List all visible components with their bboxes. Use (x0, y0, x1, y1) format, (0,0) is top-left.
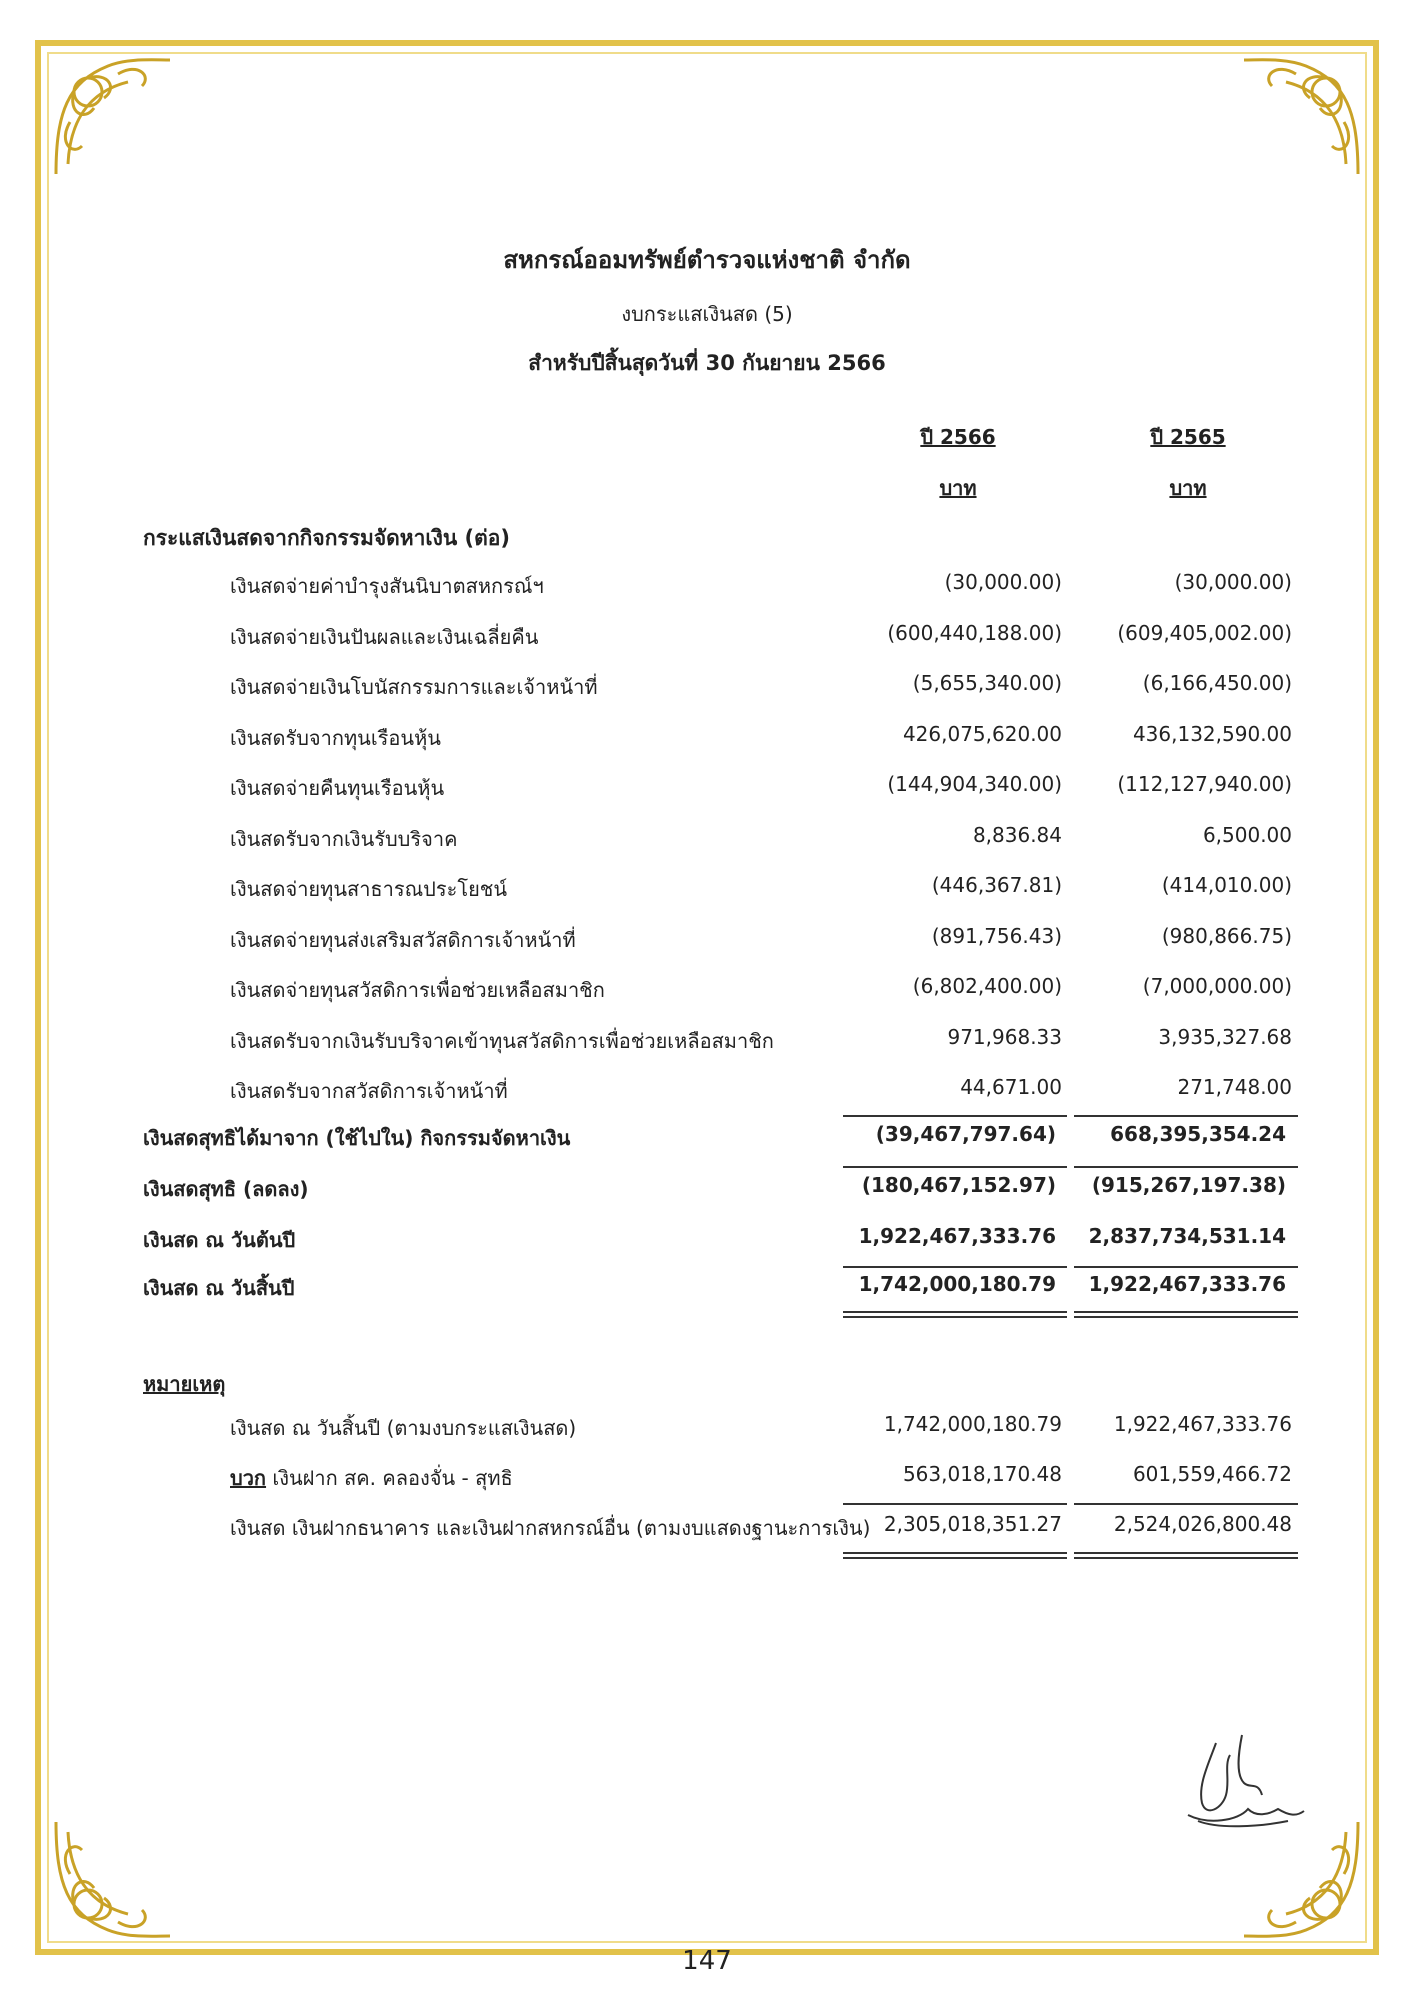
note-title: หมายเหตุ (143, 1372, 226, 1396)
subtotal-line (843, 1115, 1067, 1117)
total-row (0, 1224, 1414, 1264)
value-2566: (39,467,797.64) (875, 1122, 1056, 1146)
table-row (0, 1025, 1414, 1065)
value-2566: (180,467,152.97) (861, 1173, 1056, 1197)
value-2566: (891,756.43) (931, 923, 1062, 948)
corner-ornament-icon (1236, 52, 1366, 182)
table-row (0, 671, 1414, 711)
double-underline (843, 1557, 1067, 1559)
row-label: เงินสดรับจากทุนเรือนหุ้น (230, 725, 441, 750)
organization-title: สหกรณ์ออมทรัพย์ตำรวจแห่งชาติ จำกัด (503, 246, 911, 274)
value-2565: (7,000,000.00) (1142, 974, 1292, 998)
period-title: สำหรับปีสิ้นสุดวันที่ 30 กันยายน 2566 (528, 351, 886, 375)
double-underline (843, 1552, 1067, 1554)
value-2566: 1,742,000,180.79 (858, 1272, 1056, 1296)
row-label: เงินสดรับจากสวัสดิการเจ้าหน้าที่ (230, 1079, 508, 1103)
table-row (0, 621, 1414, 661)
value-2566: 2,305,018,351.27 (883, 1512, 1062, 1536)
total-row (0, 1122, 1414, 1162)
value-2565: 1,922,467,333.76 (1088, 1272, 1286, 1296)
table-row (0, 570, 1414, 610)
value-2565: 271,748.00 (1177, 1075, 1292, 1099)
note-row (0, 1512, 1414, 1552)
corner-ornament-icon (48, 52, 178, 182)
value-2565: (609,405,002.00) (1117, 620, 1292, 645)
value-2565: 601,559,466.72 (1132, 1462, 1292, 1486)
row-label: เงินสด เงินฝากธนาคาร และเงินฝากสหกรณ์อื่น (ตามงบแสดงฐานะการเงิน) (230, 1516, 871, 1540)
value-2566: (600,440,188.00) (887, 620, 1062, 645)
value-2565: (915,267,197.38) (1091, 1173, 1286, 1197)
row-label: เงินสดรับจากเงินรับบริจาคเข้าทุนสวัสดิการเพื่อช่วยเหลือสมาชิก (230, 1028, 774, 1053)
value-2566: (144,904,340.00) (887, 772, 1062, 796)
row-label: เงินสดสุทธิ (ลดลง) (143, 1177, 309, 1201)
value-2565: 6,500.00 (1202, 822, 1292, 847)
value-2565: 668,395,354.24 (1110, 1122, 1286, 1146)
table-row (0, 974, 1414, 1014)
row-label: เงินสดจ่ายคืนทุนเรือนหุ้น (230, 776, 445, 800)
note-row (0, 1462, 1414, 1502)
table-row (0, 873, 1414, 913)
value-2566: (30,000.00) (944, 570, 1062, 594)
value-2565: 2,837,734,531.14 (1088, 1224, 1286, 1248)
value-2566: (446,367.81) (931, 873, 1062, 897)
value-2565: (30,000.00) (1174, 570, 1292, 594)
value-2565: (414,010.00) (1161, 873, 1292, 897)
column-year-2566: ปี 2566 (920, 425, 996, 449)
double-underline (1074, 1552, 1298, 1554)
value-2565: 436,132,590.00 (1132, 721, 1292, 746)
row-prefix: บวก (230, 1466, 267, 1490)
value-2566: 1,922,467,333.76 (858, 1224, 1056, 1248)
value-2566: 1,742,000,180.79 (883, 1412, 1062, 1436)
value-2565: (980,866.75) (1161, 923, 1292, 948)
value-2566: 563,018,170.48 (902, 1462, 1062, 1486)
row-label-text: เงินฝาก สค. คลองจั่น - สุทธิ (266, 1466, 513, 1490)
signature-icon (1178, 1725, 1318, 1835)
row-label: เงินสดจ่ายทุนสวัสดิการเพื่อช่วยเหลือสมาชิก (230, 978, 605, 1002)
double-underline (1074, 1316, 1298, 1318)
value-2566: 44,671.00 (960, 1075, 1062, 1099)
table-row (0, 722, 1414, 762)
subtotal-line (1074, 1266, 1298, 1268)
table-row (0, 924, 1414, 964)
subtotal-line (843, 1266, 1067, 1268)
statement-title: งบกระแสเงินสด (5) (621, 302, 793, 326)
value-2565: 2,524,026,800.48 (1113, 1512, 1292, 1536)
double-underline (843, 1316, 1067, 1318)
subtotal-line (843, 1503, 1067, 1505)
value-2566: 426,075,620.00 (902, 721, 1062, 746)
table-row (0, 1075, 1414, 1115)
value-2565: (6,166,450.00) (1142, 671, 1292, 695)
value-2566: 971,968.33 (947, 1024, 1062, 1049)
table-row (0, 823, 1414, 863)
column-unit-2565: บาท (1169, 476, 1207, 500)
double-underline (1074, 1311, 1298, 1313)
row-label (230, 1462, 513, 1494)
row-label: เงินสด ณ วันต้นปี (143, 1228, 296, 1252)
row-label: เงินสดจ่ายเงินปันผลและเงินเฉลี่ยคืน (230, 624, 539, 649)
page-number: 147 (682, 1946, 732, 1976)
value-2566: (6,802,400.00) (912, 974, 1062, 998)
subtotal-line (1074, 1166, 1298, 1168)
value-2566: 8,836.84 (972, 822, 1062, 847)
column-unit-2566: บาท (939, 476, 977, 500)
value-2565: 3,935,327.68 (1158, 1024, 1292, 1049)
row-label: เงินสดจ่ายเงินโบนัสกรรมการและเจ้าหน้าที่ (230, 675, 598, 699)
double-underline (1074, 1557, 1298, 1559)
row-label: เงินสดจ่ายทุนส่งเสริมสวัสดิการเจ้าหน้าที่ (230, 927, 576, 952)
row-label: เงินสดรับจากเงินรับบริจาค (230, 826, 458, 851)
row-label: เงินสดจ่ายค่าบำรุงสันนิบาตสหกรณ์ฯ (230, 574, 544, 598)
row-label: เงินสด ณ วันสิ้นปี (ตามงบกระแสเงินสด) (230, 1416, 577, 1440)
value-2566: (5,655,340.00) (912, 671, 1062, 695)
subtotal-line (1074, 1503, 1298, 1505)
corner-ornament-icon (48, 1814, 178, 1944)
total-row (0, 1272, 1414, 1312)
section-title: กระแสเงินสดจากกิจกรรมจัดหาเงิน (ต่อ) (143, 526, 510, 550)
row-label: เงินสดจ่ายทุนสาธารณประโยชน์ (230, 877, 508, 901)
note-row (0, 1412, 1414, 1452)
table-row (0, 772, 1414, 812)
subtotal-line (843, 1166, 1067, 1168)
total-row (0, 1173, 1414, 1213)
subtotal-line (1074, 1115, 1298, 1117)
double-underline (843, 1311, 1067, 1313)
value-2565: 1,922,467,333.76 (1113, 1412, 1292, 1436)
row-label: เงินสดสุทธิได้มาจาก (ใช้ไปใน) กิจกรรมจัดหาเงิน (143, 1126, 571, 1150)
row-label: เงินสด ณ วันสิ้นปี (143, 1276, 295, 1300)
column-year-2565: ปี 2565 (1150, 425, 1226, 449)
value-2565: (112,127,940.00) (1117, 772, 1292, 796)
